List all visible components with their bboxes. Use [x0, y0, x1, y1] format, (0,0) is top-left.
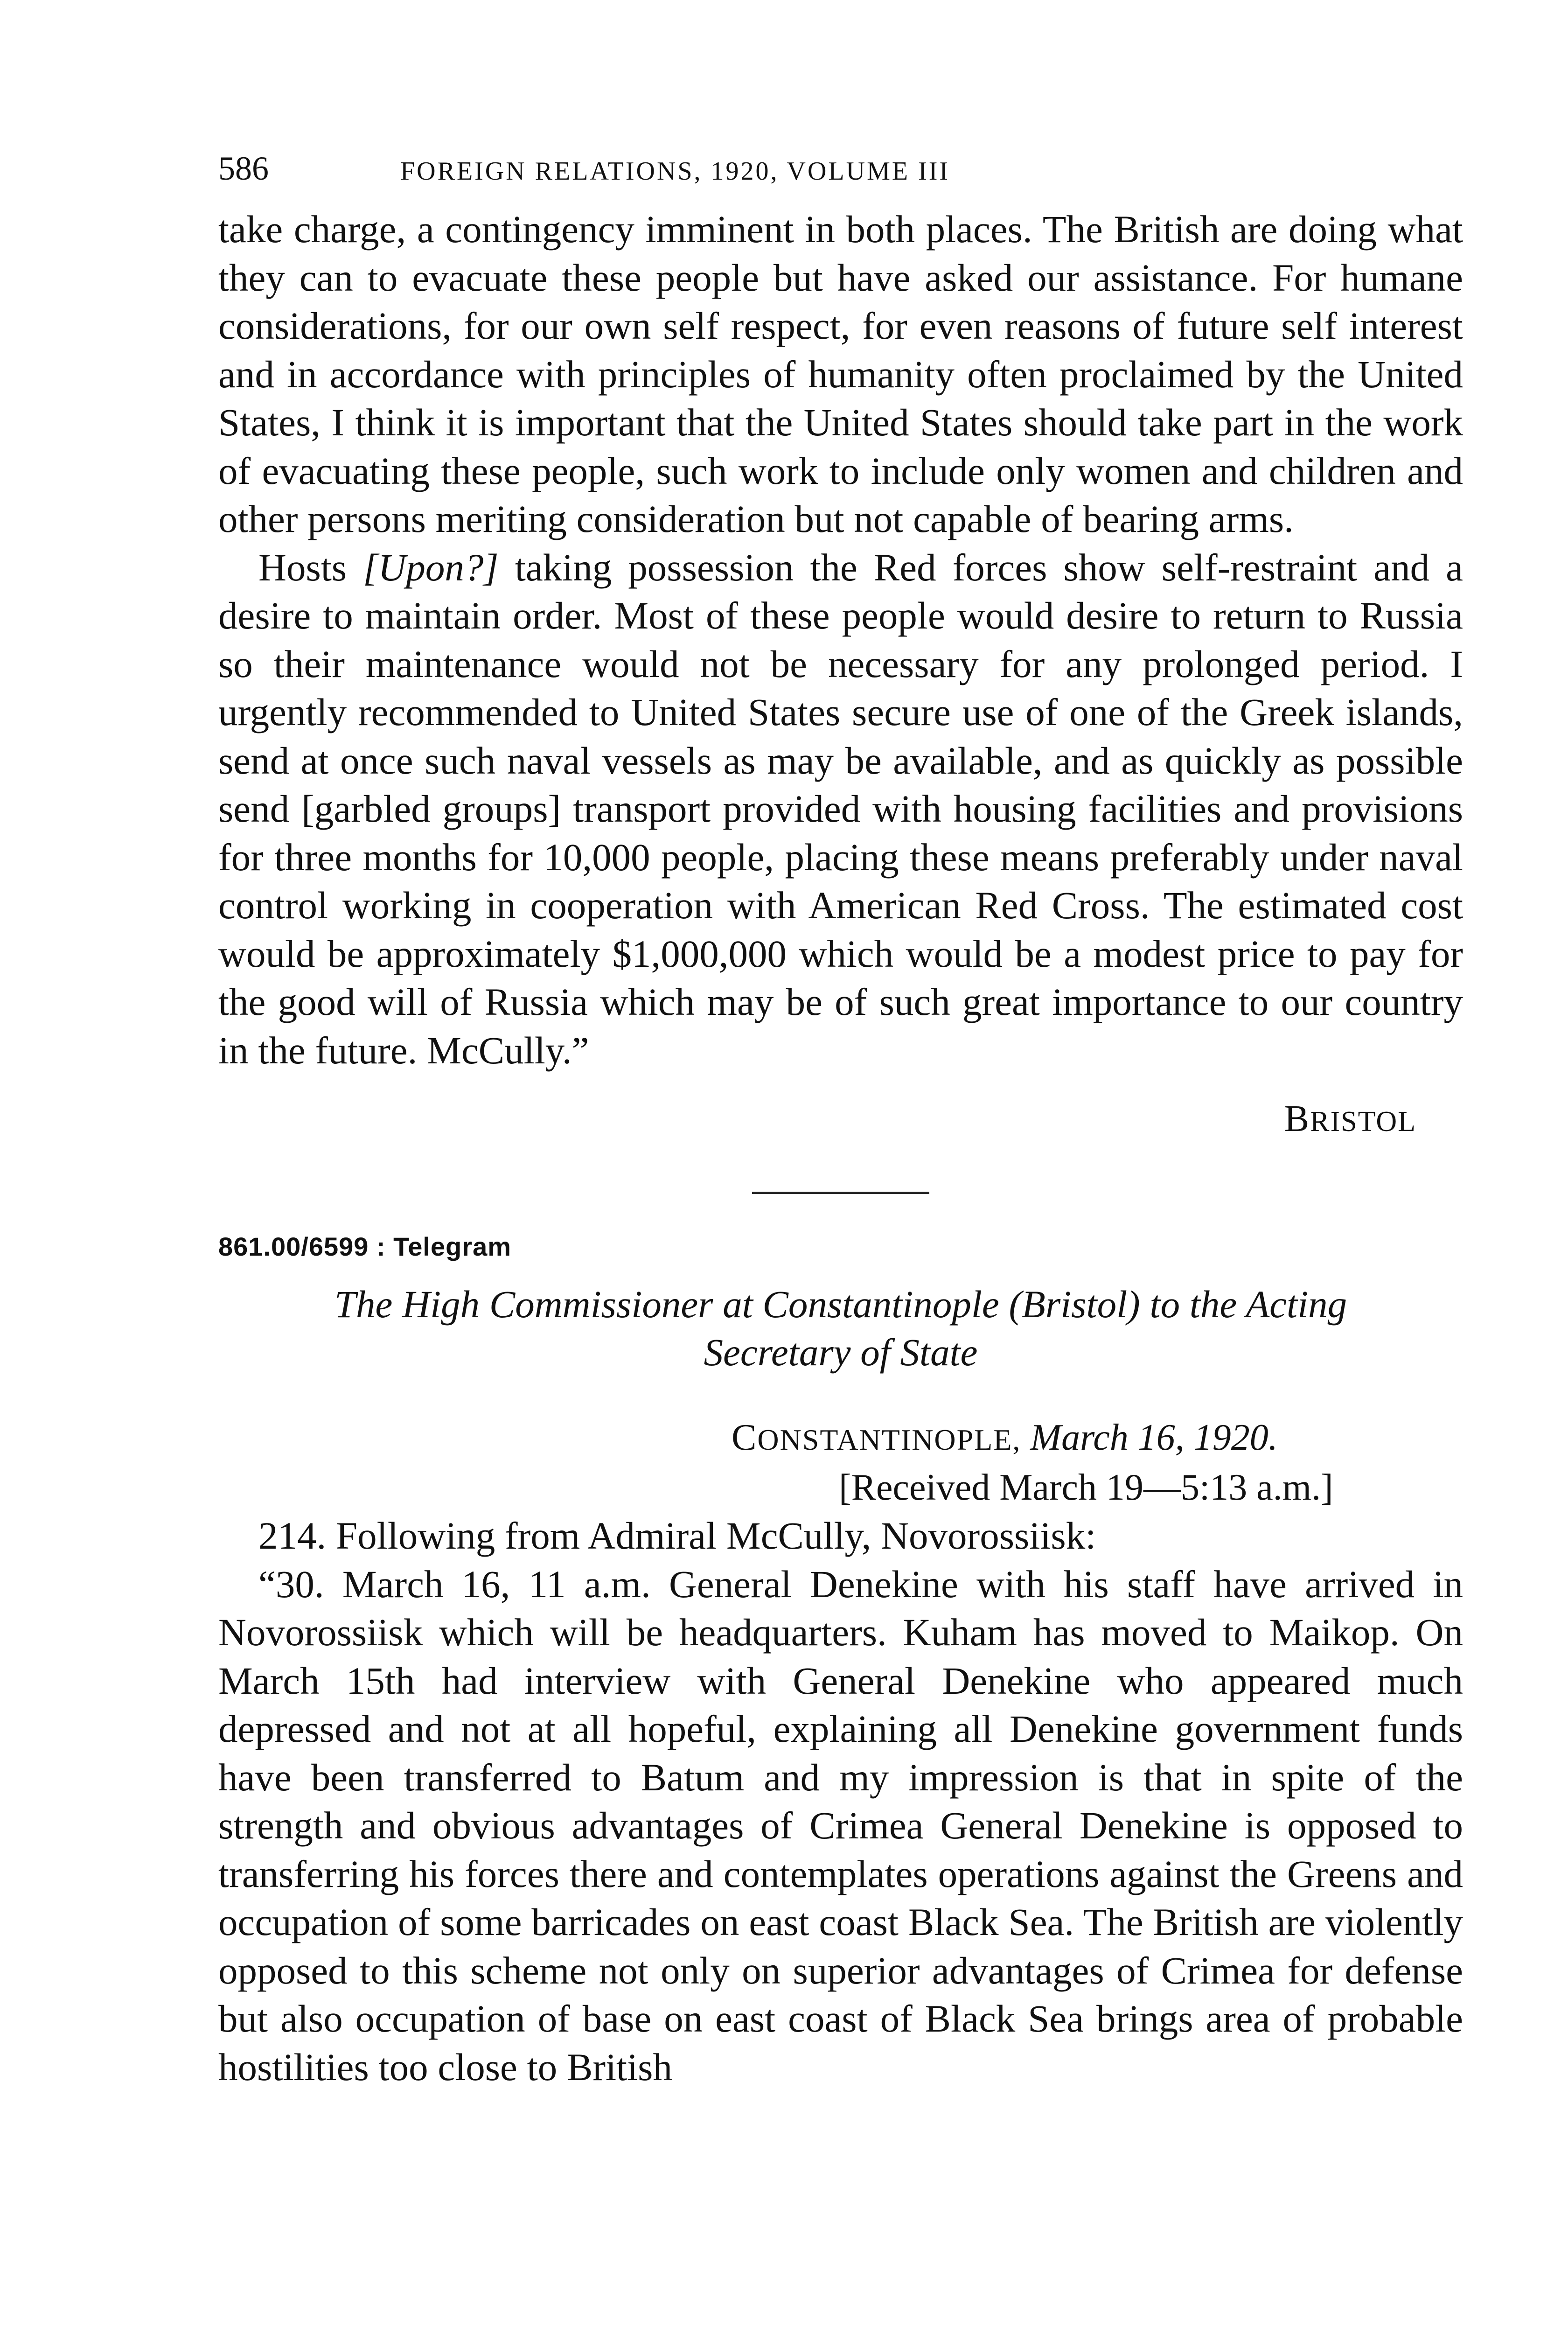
- place: [732, 1417, 1021, 1458]
- date: March 16, 1920.: [1030, 1417, 1278, 1458]
- continuation-paragraph: take charge, a contingency imminent in both places. The British are doing what they can to evacuate these people but have asked our assistance. For humane considerations, for our own self respect, for even reasons of future self interest and in accordance with principles of humanity often proclaimed by the United States, I think it is important that the United States should take part in the work of evacuating these people, such work to include only women and children and other persons meriting consideration but not capable of bearing arms.: [218, 208, 1463, 540]
- signature-rest: RISTOL: [1310, 1106, 1416, 1138]
- opening-line: 214. Following from Admiral McCully, Novorossiisk:: [258, 1514, 1096, 1557]
- continuation-paragraph-2: [218, 544, 1463, 1075]
- title-line-2: Secretary of State: [704, 1331, 978, 1374]
- paragraph-2-start: Hosts: [258, 545, 363, 589]
- running-head: FOREIGN RELATIONS, 1920, VOLUME III: [400, 157, 950, 186]
- signature-initial: B: [1284, 1098, 1310, 1139]
- place-initial: C: [732, 1417, 758, 1458]
- received-line: [Received March 19—5:13 a.m.]: [839, 1467, 1333, 1508]
- paragraph-2-rest: taking possession the Red forces show self-restraint and a desire to maintain order. Most of these people would desire to return to Russia so their maintenance would not be necessary for any prolonged period. I urgently recommended to United States secure use of one of the Greek islands, send at once such naval vessels as may be available, and as quickly as possible send [garbled groups] transport provided with housing facilities and provisions for three months for 10,000 people, placing these means preferably under naval control working in cooperation with American Red Cross. The estimated cost would be approximately $1,000,000 which would be a modest price to pay for the good will of Russia which may be of such great importance to our country in the future. McCully.”: [218, 545, 1463, 1072]
- page-number: 586: [218, 150, 269, 187]
- place-rest: ONSTANTINOPLE,: [757, 1423, 1021, 1456]
- page-header: [218, 149, 1463, 205]
- telegram-body: “30. March 16, 11 a.m. General Denekine with his staff have arrived in Novorossiisk which will be headquarters. Kuham has moved to Maikop. On March 15th had interview with General Denekine who appeared much depressed and not at all hopeful, explaining all Denekine government funds have been transferred to Batum and my impression is that in spite of the strength and obvious advantages of Crimea General Denekine is opposed to transferring his forces there and contemplates operations against the Greens and occupation of some barricades on east coast Black Sea. The British are violently opposed to this scheme not only on superior advantages of Crimea for defense but also occupation of base on east coast of Black Sea brings area of probable hostilities too close to British: [218, 1562, 1463, 2089]
- section-divider: [752, 1192, 929, 1194]
- file-number: 861.00/6599 : Telegram: [218, 1232, 512, 1261]
- place-date-line: [732, 1414, 1463, 1464]
- document-title: [218, 1280, 1463, 1376]
- editorial-insertion: [Upon?]: [363, 545, 499, 589]
- dateline: [732, 1414, 1463, 1512]
- title-line-1: The High Commissioner at Constantinople (Bristol) to the Acting: [334, 1283, 1347, 1326]
- signature: [218, 1098, 1416, 1140]
- document-page: [218, 149, 1463, 2091]
